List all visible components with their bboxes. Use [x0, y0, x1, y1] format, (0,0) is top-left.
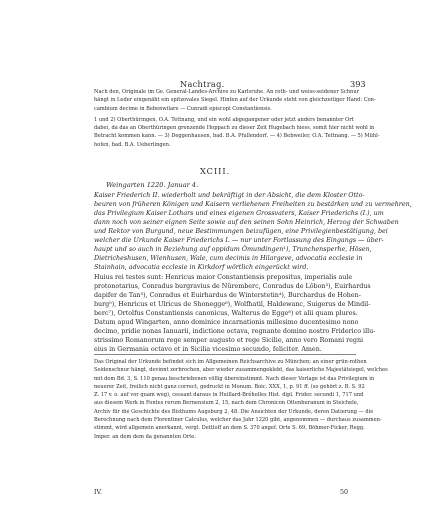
footnote-line: Archiv für die Geschichte des Bisthums Augsburg 2, 48. Die Ansichten der Urkunde, deren Datierung — die: [94, 408, 374, 415]
summary-line: beuren von früheren Königen und Kaisern verliehenen Freiheiten zu bestärken und zu vermehren,: [94, 201, 412, 208]
note-line: hofen, bad. B.A. Ueberlingen.: [94, 141, 171, 148]
signature-number: 50: [340, 489, 349, 496]
footnote-line: neuerer Zeit, freilich nicht ganz correct, gedruckt in Monum. Boic. XXX, 1, p. 91 ff. (so gehört z. B. S. 92: [94, 383, 365, 390]
footnote-line: Seidenschnur hängt, devinnt zerbrochen, aber wieder zusammengeklebt, das kaiserliche Majestätsiegel, welches: [94, 367, 388, 374]
footnote-line: Z. 17 v. o. auf vor quam weg), cessant daraus in Huillard-Bréholles Hist. dipl. Frider. secundi 1, 717 und: [94, 392, 364, 399]
body-line: Datum apud Wingarten, anno dominice incarnationis millesimo ducentesimo nono: [94, 319, 359, 326]
top-notes: [94, 88, 380, 149]
summary-line: Stainhain, advocatia ecclesie in Kirkdorf wörtlich eingerückt wird.: [94, 264, 309, 271]
summary-line: welcher die Urkunde Kaiser Friederichs I. — nur unter Fortlassung des Eingangs — über-: [94, 237, 384, 244]
footnote-line: Imper. an dem dem da genannten Orte.: [94, 433, 196, 440]
body-line: protonotarius, Conradus burgravius de Nüremberc, Conradus de Lôbon³), Euirhardus: [94, 283, 371, 290]
summary: [94, 191, 412, 272]
footnotes: [94, 358, 388, 441]
body-line: decimo, pridie nonas Ianuarii, indictione octava, regnante domino nostro Friderico illu-: [94, 328, 376, 335]
body-line: burg⁵), Henricus et Ulricus de Shonegge⁶), Wolfhatil, Haldewanc, Suigerus de Mindil-: [94, 301, 371, 308]
note-line: cambium decime in Bebenwilare — Cunradi episcopi Constantiensis.: [94, 105, 272, 112]
summary-line: und Rektor von Burgund, neue Bestimmungen beizufügen, eine Privilegienbestätigung, bei: [94, 228, 388, 235]
summary-line: das Privilegium Kaiser Lothars und eines eigenen Grossvaters, Kaiser Friederichs (I.), um: [94, 210, 384, 217]
body-line: strissimo Romanorum rege semper augusto et rege Sicilie, anno vero Romani regni: [94, 337, 364, 344]
footnote-line: aus diesem Werk in Fontes rerum Bernensium 2, 15, nach dem Chronicon Ottenburanum in Steichele,: [94, 400, 359, 407]
note-line: Betracht kommen kann. — 3) Deggenhausen, bad. B.A. Pfullendorf. — 4) Bebweiler, O.A. Tettnang. — 5) Mühl-: [94, 133, 380, 140]
body-line: dapifer de Tan³), Conradus et Euirhardus de Winterstetin⁴), Burchardus de Hohen-: [94, 292, 361, 299]
note-line: Nach den, Originale im Ge. General-Landes-Archive zu Karlsruhe. An roth- und weiss-seidener Schnur: [94, 89, 360, 95]
page-number: 393: [350, 79, 366, 89]
footnote-line: Das Original der Urkunde befindet sich im Allgemeinen Reichsarchive zu München; an einer grün-rothen: [94, 359, 367, 365]
footnote-line: Berechnung nach dem Florentiner Calculus, welcher das Jahr 1220 gibt, angenommen — durchaus zusammen-: [94, 417, 382, 424]
body-line: eius in Germania octavo et in Sicilia vicesimo secundo, feliciter. Amen.: [94, 346, 322, 353]
document-number: XCIII.: [200, 166, 231, 176]
body-text: [94, 273, 376, 354]
footnote-line: mit dem Bd. 3, S. 110 genau beschriebenen völlig übereinstimmt. Nach dieser Vorlage ist das Privilegium in: [94, 375, 375, 382]
note-line: hängt in Leder eingenäht ein spitzovales Siegel. Hinten auf der Urkunde steht von gleichzeitiger Hand: Con-: [94, 97, 376, 104]
summary-line: haupt und so auch in Beziehung auf oppidum Ömundingen¹), Trunchensperhe, Hösen,: [94, 246, 372, 253]
note-line: 1 und 2) Oberthüringen, O.A. Tettnang, und ein wohl abgegangener oder jetzt anders benannter Ort: [94, 116, 354, 123]
footnote-line: stimmt, wird allgemein anerkannt, vergl. Dettloff an dem S. 370 angef. Orte S. 69, Böhmer-Ficker, Regg.: [94, 425, 365, 432]
summary-line: dann noch von seiner eignen Seite sowie auf den seinen Sohn Heinrich, Herzog der Schwaben: [94, 219, 399, 226]
dateline: Weingarten 1220. Januar 4.: [106, 181, 199, 189]
running-header-title: Nachtrag.: [180, 79, 225, 89]
summary-line: Kaiser Friederich II. wiederholt und bekräftigt in der Absicht, die dem Kloster Otto-: [94, 192, 365, 199]
note-line: dabei, da das an Oberthüringen grenzende Hoppach zu dieser Zeit Hugebach hiess, somit hier nicht wohl in: [94, 125, 375, 132]
summary-line: Dietricheshusen, Wienhusen, Wale, cum decimis in Hilargeve, advocatia ecclesie in: [94, 255, 363, 262]
divider: [94, 354, 356, 355]
signature-mark: IV.: [94, 489, 102, 496]
body-line: Huius rei testes sunt: Henricus maior Constantiensis prepositus, imperialis aule: [94, 274, 353, 281]
body-line: berc⁷), Ortolfus Constantiensis canonicus, Walterus de Egge⁸) et alii quam plures.: [94, 310, 358, 317]
